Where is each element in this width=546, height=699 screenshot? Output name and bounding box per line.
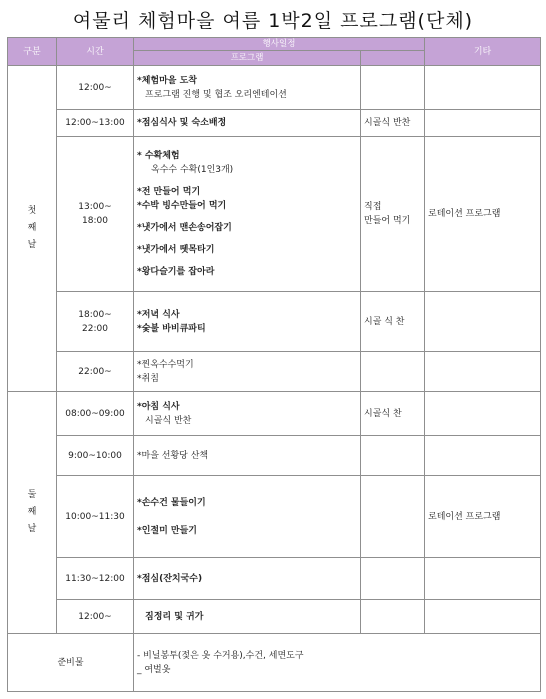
etc-cell bbox=[425, 110, 541, 137]
program-line: 프로그램 진행 및 협조 오리엔테이션 bbox=[145, 89, 287, 100]
program-line: *손수건 물들이기 bbox=[137, 497, 206, 508]
program-line: *냇가에서 뗏목타기 bbox=[137, 245, 215, 255]
etc-cell bbox=[425, 352, 541, 392]
program-line: *숯불 바비큐파티 bbox=[137, 323, 206, 334]
table-row bbox=[8, 292, 541, 352]
program-line: *아침 식사 bbox=[137, 401, 180, 412]
header-category: 구분 bbox=[8, 38, 57, 66]
program-line: *왕다슬기를 잡아라 bbox=[137, 267, 215, 277]
program-line: *인절미 만들기 bbox=[137, 525, 198, 536]
program-line: *전 만들어 먹기 bbox=[137, 187, 201, 197]
etc-cell bbox=[425, 66, 541, 110]
day-label-char: 둘 bbox=[27, 490, 37, 500]
program-cell bbox=[134, 66, 361, 110]
etc-cell bbox=[425, 392, 541, 436]
schedule-table bbox=[7, 37, 541, 692]
supplies-line: - 비닐봉투(젖은 옷 수거용),수건, 세면도구 bbox=[137, 650, 304, 661]
time-cell: 08:00~09:00 bbox=[57, 392, 134, 436]
time-line: 13:00~ bbox=[78, 202, 112, 212]
table-row bbox=[8, 352, 541, 392]
meal-cell bbox=[361, 352, 425, 392]
meal-cell: 시골식 반찬 bbox=[361, 110, 425, 137]
meal-cell bbox=[361, 600, 425, 634]
program-cell bbox=[134, 476, 361, 558]
etc-cell bbox=[425, 436, 541, 476]
time-cell: 11:30~12:00 bbox=[57, 558, 134, 600]
etc-cell bbox=[425, 558, 541, 600]
header-schedule: 행사일정 bbox=[134, 38, 425, 51]
etc-cell bbox=[425, 292, 541, 352]
etc-cell bbox=[425, 600, 541, 634]
program-line: *점심(잔치국수) bbox=[137, 573, 203, 584]
program-line: *수박 빙수만들어 먹기 bbox=[137, 201, 227, 211]
table-row bbox=[8, 392, 541, 436]
program-line: 짐정리 및 귀가 bbox=[145, 611, 204, 622]
supplies-cell bbox=[134, 634, 541, 692]
program-cell bbox=[134, 137, 361, 292]
day-label-second bbox=[8, 392, 57, 634]
day-label-first bbox=[8, 66, 57, 392]
meal-cell bbox=[361, 476, 425, 558]
supplies-label: 준비물 bbox=[8, 634, 134, 692]
program-cell bbox=[134, 558, 361, 600]
day-label-char: 첫 bbox=[27, 206, 37, 216]
table-row bbox=[8, 137, 541, 292]
time-line: 18:00~ bbox=[78, 309, 112, 320]
program-line: *취침 bbox=[137, 373, 159, 384]
time-cell: 12:00~13:00 bbox=[57, 110, 134, 137]
program-cell bbox=[134, 352, 361, 392]
time-cell bbox=[57, 292, 134, 352]
time-cell: 22:00~ bbox=[57, 352, 134, 392]
supplies-line: _ 여벌옷 bbox=[137, 664, 171, 675]
time-line: 22:00 bbox=[82, 323, 108, 334]
day-label-char: 째 bbox=[27, 223, 37, 233]
header-time: 시간 bbox=[57, 38, 134, 66]
meal-cell: 시골식 찬 bbox=[361, 392, 425, 436]
program-line: *체험마을 도착 bbox=[137, 75, 198, 86]
time-line: 18:00 bbox=[82, 216, 108, 226]
day-label-char: 날 bbox=[27, 524, 37, 534]
program-cell bbox=[134, 600, 361, 634]
header-program-blank bbox=[361, 51, 425, 66]
time-cell: 12:00~ bbox=[57, 600, 134, 634]
table-row bbox=[8, 66, 541, 110]
program-line: 시골식 반찬 bbox=[145, 415, 192, 426]
program-line: *마을 선황당 산책 bbox=[137, 450, 209, 461]
program-line: *저녁 식사 bbox=[137, 309, 180, 320]
program-line: * 수확체험 bbox=[137, 151, 180, 161]
program-cell bbox=[134, 392, 361, 436]
document-title: 여물리 체험마을 여름 1박2일 프로그램(단체) bbox=[72, 10, 474, 32]
meal-cell: 시골 식 찬 bbox=[361, 292, 425, 352]
day-label-char: 째 bbox=[27, 507, 37, 517]
day-label-char: 날 bbox=[27, 240, 37, 250]
table-row bbox=[8, 110, 541, 137]
table-row bbox=[8, 436, 541, 476]
table-row bbox=[8, 600, 541, 634]
program-line: *냇가에서 맨손송어잡기 bbox=[137, 223, 232, 233]
supplies-row bbox=[8, 634, 541, 692]
meal-cell bbox=[361, 436, 425, 476]
time-cell: 12:00~ bbox=[57, 66, 134, 110]
time-cell bbox=[57, 137, 134, 292]
header-program: 프로그램 bbox=[134, 51, 361, 66]
meal-cell bbox=[361, 558, 425, 600]
time-cell: 10:00~11:30 bbox=[57, 476, 134, 558]
table-row bbox=[8, 558, 541, 600]
time-cell: 9:00~10:00 bbox=[57, 436, 134, 476]
meal-cell bbox=[361, 66, 425, 110]
etc-cell: 로테이션 프로그램 bbox=[425, 476, 541, 558]
program-cell bbox=[134, 292, 361, 352]
etc-cell: 로테이션 프로그램 bbox=[425, 137, 541, 292]
program-line: *점심식사 및 숙소배정 bbox=[137, 118, 227, 128]
program-line: 옥수수 수확(1인3개) bbox=[151, 165, 234, 175]
meal-cell bbox=[361, 137, 425, 292]
meal-line: 만들어 먹기 bbox=[364, 216, 411, 226]
header-row bbox=[8, 38, 541, 51]
program-line: *찐옥수수먹기 bbox=[137, 359, 194, 370]
table-row bbox=[8, 476, 541, 558]
program-cell bbox=[134, 110, 361, 137]
meal-line: 직접 bbox=[364, 202, 382, 212]
program-cell bbox=[134, 436, 361, 476]
header-etc: 기타 bbox=[425, 38, 541, 66]
